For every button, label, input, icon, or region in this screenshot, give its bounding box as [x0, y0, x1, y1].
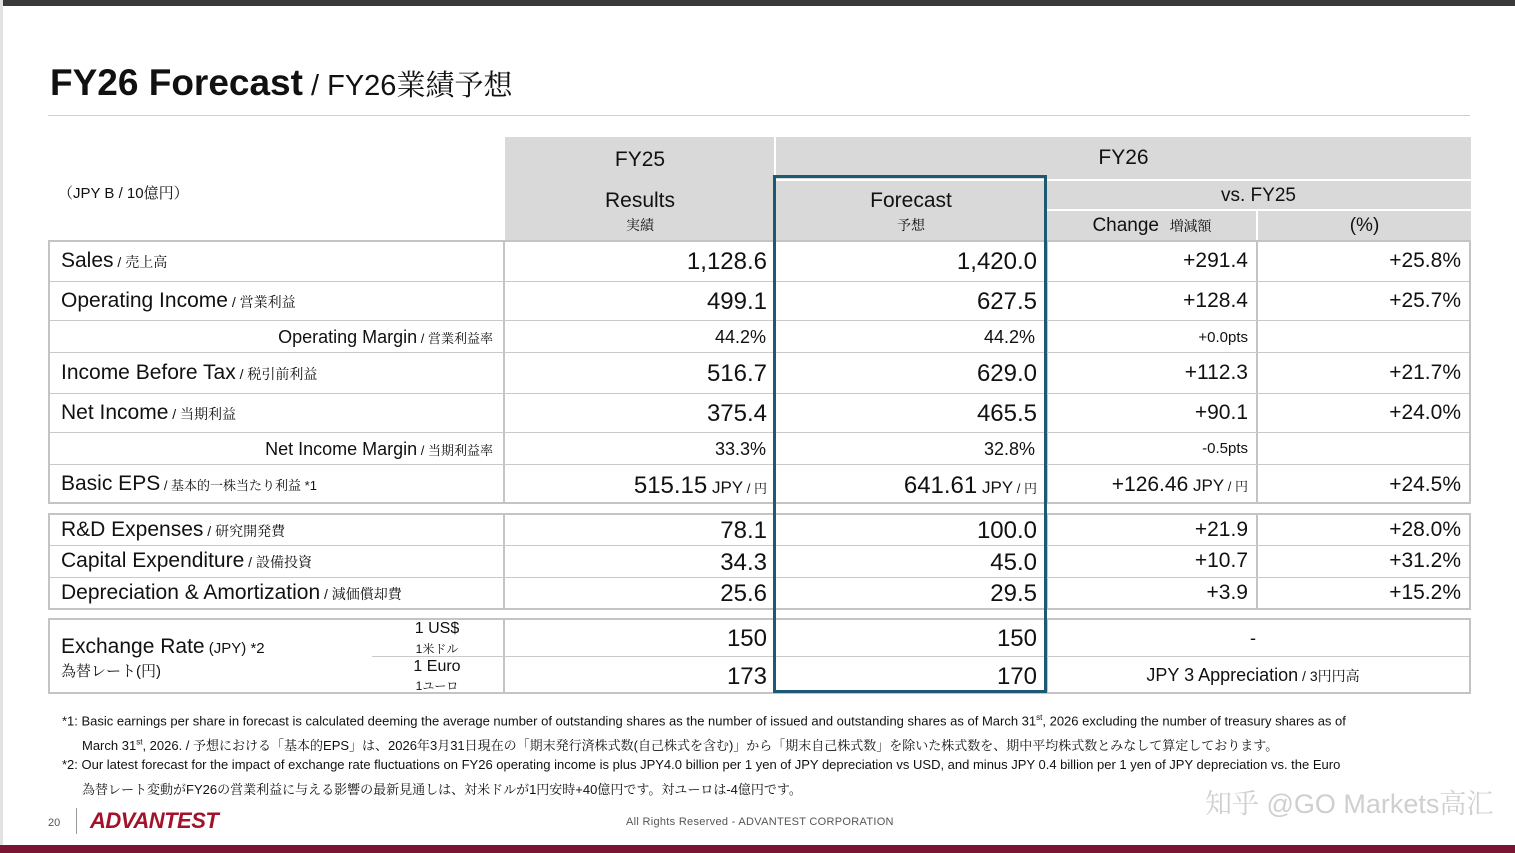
row-divider: [50, 320, 1469, 321]
op-income-fy26: 627.5: [976, 288, 1037, 315]
row-divider: [50, 432, 1469, 433]
capex-pct: +31.2%: [1389, 549, 1461, 572]
top-bar: [0, 0, 1515, 6]
rnd-pct: +28.0%: [1389, 518, 1461, 541]
row-label-operating-margin: Operating Margin / 営業利益率: [278, 327, 493, 347]
op-margin-change: +0.0pts: [1198, 329, 1248, 346]
row-label-operating-income: Operating Income / 営業利益: [61, 289, 296, 312]
header-change: [1046, 215, 1258, 237]
header-results-jp: 実績: [626, 217, 654, 233]
row-label-exchange-rate: Exchange Rate (JPY) *2: [61, 635, 265, 658]
fx-euro-change: JPY 3 Appreciation / 3円円高: [1146, 665, 1360, 685]
net-income-change: +90.1: [1194, 401, 1248, 424]
ni-margin-fy26: 32.8%: [983, 439, 1035, 459]
da-pct: +15.2%: [1389, 581, 1461, 604]
row-divider: [50, 545, 1469, 546]
fx-euro-label: 1 Euro: [413, 658, 461, 675]
footnote-1-en: *1: Basic earnings per share in forecast is calculated deeming the average number of outstanding shares as the number of issued and outstanding shares as of March 31st, 2026 excluding the number of treasury shares as of: [62, 713, 1346, 729]
fx-euro-fy26: 170: [996, 663, 1037, 690]
eps-pct: +24.5%: [1389, 473, 1461, 496]
row-divider: [50, 352, 1469, 353]
advantest-logo: ADVANTEST: [90, 808, 219, 833]
copyright: All Rights Reserved - ADVANTEST CORPORATION: [626, 816, 894, 828]
row-divider: [50, 464, 1469, 465]
op-margin-fy25: 44.2%: [714, 327, 766, 347]
title-divider: [48, 115, 1470, 116]
header-pct: (%): [1349, 215, 1380, 236]
row-label-rnd: R&D Expenses / 研究開発費: [61, 518, 286, 541]
sales-fy25: 1,128.6: [686, 248, 767, 275]
row-label-basic-eps: Basic EPS / 基本的一株当たり利益 *1: [61, 472, 317, 495]
fx-euro-fy25: 173: [726, 663, 767, 690]
fx-usd-label: 1 US$: [414, 620, 460, 637]
page-title: [50, 62, 512, 104]
fx-usd-change: -: [1250, 628, 1256, 648]
eps-fy25: 515.15 JPY / 円: [633, 472, 767, 499]
header-results: Results: [604, 189, 676, 212]
row-divider: [50, 393, 1469, 394]
capex-change: +10.7: [1194, 549, 1248, 572]
fx-usd-fy26: 150: [996, 625, 1037, 652]
page-number: 20: [48, 817, 61, 829]
da-fy26: 29.5: [990, 580, 1037, 607]
header-forecast: Forecast: [870, 189, 952, 212]
watermark: 知乎 @GO Markets高汇: [1205, 789, 1494, 819]
row-label-net-income: Net Income / 当期利益: [61, 401, 237, 424]
eps-fy26: 641.61 JPY / 円: [903, 472, 1037, 499]
row-divider: [50, 577, 1469, 578]
header-vs-fy25: vs. FY25: [1221, 185, 1296, 206]
fx-euro-label-jp: 1ユーロ: [415, 679, 459, 693]
ni-margin-fy25: 33.3%: [714, 439, 766, 459]
op-income-fy25: 499.1: [706, 288, 767, 315]
da-change: +3.9: [1206, 581, 1248, 604]
footnote-2-jp: 為替レート変動がFY26の営業利益に与える影響の最新見通しは、対米ドルが1円安時+40億円です。対ユーロは-4億円です。: [82, 782, 802, 797]
row-label-sales: Sales / 売上高: [61, 249, 168, 272]
row-label-income-before-tax: Income Before Tax / 税引前利益: [61, 361, 318, 384]
capex-fy26: 45.0: [990, 549, 1037, 576]
row-label-exchange-rate-jp: 為替レート(円): [61, 663, 161, 680]
net-income-pct: +24.0%: [1389, 401, 1461, 424]
net-income-fy25: 375.4: [706, 400, 767, 427]
footnote-2-en: *2: Our latest forecast for the impact of exchange rate fluctuations on FY26 operating income is plus JPY4.0 billion per 1 yen of JPY depreciation vs USD, and minus JPY 0.4 billion per 1 yen of JPY depreciation vs. the Euro: [62, 757, 1341, 772]
title-jp: / FY26業績予想: [302, 70, 513, 102]
header-fy25: FY25: [614, 148, 666, 171]
ibt-pct: +21.7%: [1389, 361, 1461, 384]
eps-change: +126.46 JPY / 円: [1111, 473, 1248, 496]
op-income-change: +128.4: [1183, 289, 1248, 312]
net-income-fy26: 465.5: [976, 400, 1037, 427]
op-margin-fy26: 44.2%: [983, 327, 1035, 347]
bottom-bar: [0, 845, 1515, 853]
footnote-1-jp: March 31st, 2026. / 予想における「基本的EPS」は、2026年3月31日現在の「期末発行済株式数(自己株式を含む)」から「期末自己株式数」を除いた株式数を、期中平均株式数とみなして算定しております。: [82, 737, 1279, 753]
ibt-fy26: 629.0: [976, 360, 1037, 387]
header-change-jp: 増減額: [1169, 218, 1212, 234]
ibt-change: +112.3: [1184, 361, 1248, 384]
row-label-capex: Capital Expenditure / 設備投資: [61, 549, 312, 572]
op-income-pct: +25.7%: [1389, 289, 1461, 312]
header-divider: [1046, 209, 1471, 211]
rnd-fy26: 100.0: [976, 517, 1037, 544]
fx-usd-fy25: 150: [726, 625, 767, 652]
fx-usd-label-jp: 1米ドル: [415, 642, 459, 656]
da-fy25: 25.6: [720, 580, 767, 607]
ibt-fy25: 516.7: [706, 360, 767, 387]
row-label-da: Depreciation & Amortization / 減価償却費: [61, 581, 402, 604]
rnd-change: +21.9: [1194, 518, 1248, 541]
capex-fy25: 34.3: [720, 549, 767, 576]
ni-margin-change: -0.5pts: [1202, 440, 1248, 457]
rnd-fy25: 78.1: [720, 517, 767, 544]
sales-pct: +25.8%: [1389, 249, 1461, 272]
header-change-en: Change: [1092, 215, 1159, 236]
header-fy26: FY26: [1098, 146, 1149, 169]
header-forecast-jp: 予想: [897, 217, 925, 233]
row-divider: [50, 281, 1469, 282]
left-edge: [0, 0, 3, 853]
sales-fy26: 1,420.0: [956, 248, 1037, 275]
sales-change: +291.4: [1183, 249, 1248, 272]
footer-separator: [76, 808, 77, 834]
forecast-highlight-box: [773, 175, 1047, 693]
unit-label: （JPY B / 10億円）: [58, 185, 189, 202]
row-label-net-income-margin: Net Income Margin / 当期利益率: [265, 439, 493, 459]
title-en: FY26 Forecast: [50, 62, 303, 103]
